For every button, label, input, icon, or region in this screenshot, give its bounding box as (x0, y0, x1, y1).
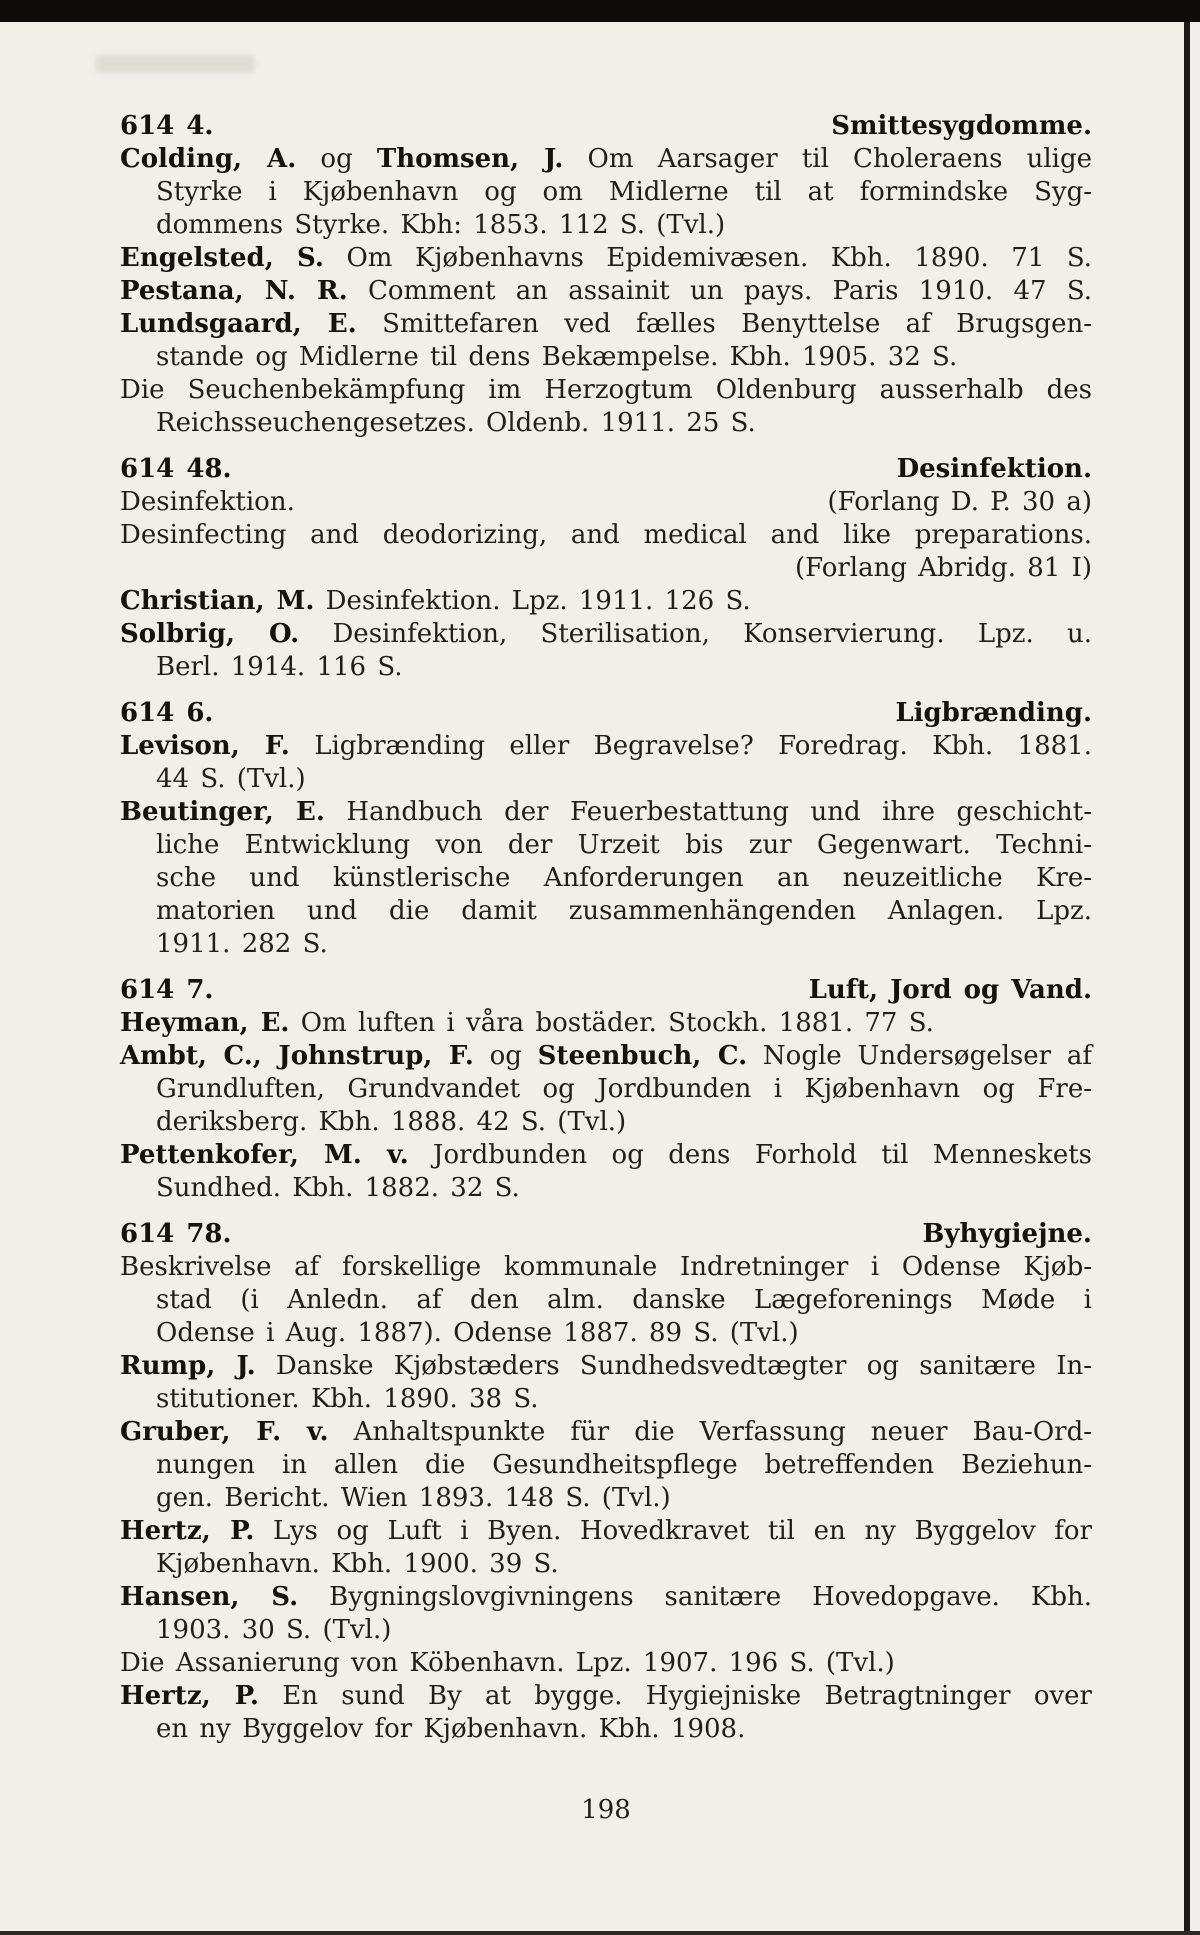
entry-line (120, 1139, 1092, 1172)
author-name: Levison, F. (120, 731, 290, 761)
entry-line (120, 1350, 1092, 1383)
entry-text: Desinfektion. (120, 487, 295, 517)
reference-note: (Forlang D. P. 30 a) (827, 487, 1092, 517)
entry-text: nungen in allen die Gesundheitspflege betreffenden Beziehun- (156, 1450, 1092, 1480)
author-name: Solbrig, O. (120, 619, 300, 649)
section-heading: Luft, Jord og Vand. (808, 975, 1092, 1005)
entry (120, 1007, 1092, 1040)
entry-line (120, 1647, 1092, 1680)
entry (120, 1416, 1092, 1515)
entry-text: Lys og Luft i Byen. Hovedkravet til en ny Byggelov for (254, 1516, 1092, 1546)
entry (120, 308, 1092, 374)
entry-text: Om Kjøbenhavns Epidemivæsen. Kbh. 1890. 71 S. (323, 243, 1092, 273)
author-name: Ambt, C., Johnstrup, F. (120, 1041, 474, 1071)
author-name: Lundsgaard, E. (120, 309, 357, 339)
entry (120, 1581, 1092, 1647)
entry-line (120, 1680, 1092, 1713)
entry-line (120, 1416, 1092, 1449)
author-name: Engelsted, S. (120, 243, 324, 273)
section-heading: Desinfektion. (896, 454, 1092, 484)
entry-line (120, 895, 1092, 928)
entry (120, 1515, 1092, 1581)
entry-text: Danske Kjøbstæders Sundhedsvedtægter og sanitære In- (255, 1351, 1092, 1381)
scan-edge-right (1184, 22, 1190, 1935)
entry (120, 1251, 1092, 1350)
section-header (120, 974, 1092, 1007)
author-name: Hansen, S. (120, 1582, 299, 1612)
entry-line (120, 1548, 1092, 1581)
entry-text: Die Assanierung von Köbenhavn. Lpz. 1907. 196 S. (Tvl.) (120, 1648, 895, 1678)
entry-line (120, 308, 1092, 341)
author-name: Thomsen, J. (376, 144, 564, 174)
entry-text: matorien und die damit zusammenhängenden Anlagen. Lpz. (156, 896, 1092, 926)
entry (120, 730, 1092, 796)
entry-text: Desinfektion, Sterilisation, Konservierung. Lpz. u. (299, 619, 1092, 649)
section (120, 1218, 1092, 1746)
entry-text: Odense i Aug. 1887). Odense 1887. 89 S. (Tvl.) (156, 1318, 799, 1348)
entry-line (120, 1614, 1092, 1647)
entry-line (120, 275, 1092, 308)
entry-text: 1903. 30 S. (Tvl.) (156, 1615, 392, 1645)
section-header (120, 697, 1092, 730)
section-code: 614 6. (120, 698, 214, 728)
entry (120, 242, 1092, 275)
section-header (120, 110, 1092, 143)
entry-text: Handbuch der Feuerbestattung und ihre geschicht- (324, 797, 1092, 827)
scan-border-bottom (0, 1931, 1200, 1935)
entry-text: Bygningslovgivningens sanitære Hovedopgave. Kbh. (298, 1582, 1093, 1612)
entry-line (120, 143, 1092, 176)
entry-line (120, 1383, 1092, 1416)
section (120, 974, 1092, 1205)
entry (120, 618, 1092, 684)
entry-text: deriksberg. Kbh. 1888. 42 S. (Tvl.) (156, 1107, 627, 1137)
entry-line (120, 209, 1092, 242)
entry-line (120, 651, 1092, 684)
entry (120, 1647, 1092, 1680)
entry-line (120, 618, 1092, 651)
entry-line (120, 585, 1092, 618)
section-heading: Byhygiejne. (922, 1219, 1092, 1249)
entry (120, 1680, 1092, 1746)
entry-text: Beskrivelse af forskellige kommunale Indretninger i Odense Kjøb- (120, 1252, 1092, 1282)
entry (120, 796, 1092, 961)
entry-line (120, 1317, 1092, 1350)
section (120, 697, 1092, 961)
entry-line (120, 1581, 1092, 1614)
entry-text: Smittefaren ved fælles Benyttelse af Brugsgen- (356, 309, 1092, 339)
entry-text: 44 S. (Tvl.) (156, 764, 306, 794)
section-code: 614 78. (120, 1219, 232, 1249)
entry-line (120, 1449, 1092, 1482)
entry-line (120, 1515, 1092, 1548)
entry-line (120, 552, 1092, 585)
entry-text: stad (i Anledn. af den alm. danske Lægeforenings Møde i (156, 1285, 1092, 1315)
entry-line (120, 763, 1092, 796)
entry (120, 1040, 1092, 1139)
entry-text: Styrke i Kjøbenhavn og om Midlerne til at formindske Syg- (156, 177, 1092, 207)
entry-line (120, 1251, 1092, 1284)
entry-line (120, 407, 1092, 440)
entry-line (120, 730, 1092, 763)
entry-line (120, 796, 1092, 829)
entry-line (120, 1284, 1092, 1317)
author-name: Gruber, F. v. (120, 1417, 329, 1447)
section-heading: Ligbrænding. (895, 698, 1092, 728)
entry-line (120, 341, 1092, 374)
entry-line (120, 1172, 1092, 1205)
entry-text: Anhaltspunkte für die Verfassung neuer Bau-Ord- (328, 1417, 1092, 1447)
entry-line (120, 829, 1092, 862)
entry-line (120, 374, 1092, 407)
entry-text: Om Aarsager til Choleraens ulige (563, 144, 1093, 174)
entry-text: og (473, 1041, 538, 1071)
section-heading: Smittesygdomme. (831, 111, 1092, 141)
author-name: Colding, A. (120, 144, 297, 174)
entry-text: dommens Styrke. Kbh: 1853. 112 S. (Tvl.) (156, 210, 726, 240)
page-number: 198 (581, 1795, 631, 1825)
entry-text: Nogle Undersøgelser af (747, 1041, 1092, 1071)
entry-line (120, 1482, 1092, 1515)
entry-text: Comment an assainit un pays. Paris 1910. 47 S. (347, 276, 1093, 306)
entry-line (120, 486, 1092, 519)
section (120, 453, 1092, 684)
author-name: Christian, M. (120, 586, 315, 616)
entry-text: og (296, 144, 377, 174)
entry-text: Grundluften, Grundvandet og Jordbunden i Kjøbenhavn og Fre- (156, 1074, 1092, 1104)
entry (120, 519, 1092, 585)
entry (120, 143, 1092, 242)
section-code: 614 7. (120, 975, 214, 1005)
entry-text: liche Entwicklung von der Urzeit bis zur Gegenwart. Techni- (156, 830, 1092, 860)
entry (120, 585, 1092, 618)
entry (120, 1350, 1092, 1416)
author-name: Beutinger, E. (120, 797, 325, 827)
author-name: Hertz, P. (120, 1681, 259, 1711)
entry (120, 374, 1092, 440)
entry-line (120, 1106, 1092, 1139)
entry-text: (Forlang Abridg. 81 I) (794, 553, 1092, 583)
entry-text: Die Seuchenbekämpfung im Herzogtum Oldenburg ausserhalb des (120, 375, 1092, 405)
entry-line (120, 242, 1092, 275)
scan-smudge (95, 55, 255, 73)
entry (120, 486, 1092, 519)
entry-text: Om luften i våra bostäder. Stockh. 1881. 77 S. (289, 1008, 934, 1038)
section-header (120, 1218, 1092, 1251)
entry-line (120, 1007, 1092, 1040)
entry-text: Reichsseuchengesetzes. Oldenb. 1911. 25 S. (156, 408, 756, 438)
entry-line (120, 176, 1092, 209)
entry-text: en ny Byggelov for Kjøbenhavn. Kbh. 1908. (156, 1714, 746, 1744)
author-name: Steenbuch, C. (537, 1041, 748, 1071)
section-code: 614 4. (120, 111, 214, 141)
entry-text: Ligbrænding eller Begravelse? Foredrag. Kbh. 1881. (289, 731, 1092, 761)
entry-text: Sundhed. Kbh. 1882. 32 S. (156, 1173, 520, 1203)
bibliography-content (120, 110, 1092, 1746)
entry-text: Berl. 1914. 116 S. (156, 652, 403, 682)
entry-text: Jordbunden og dens Forhold til Menneskets (408, 1140, 1093, 1170)
entry-text: 1911. 282 S. (156, 929, 328, 959)
entry (120, 1139, 1092, 1205)
section-code: 614 48. (120, 454, 232, 484)
entry-text: Desinfecting and deodorizing, and medical and like preparations. (120, 520, 1092, 550)
author-name: Heyman, E. (120, 1008, 290, 1038)
entry-line (120, 1713, 1092, 1746)
entry-text: sche und künstlerische Anforderungen an neuzeitliche Kre- (156, 863, 1092, 893)
entry-text: Kjøbenhavn. Kbh. 1900. 39 S. (156, 1549, 559, 1579)
entry-text: stitutioner. Kbh. 1890. 38 S. (156, 1384, 539, 1414)
entry-text: stande og Midlerne til dens Bekæmpelse. Kbh. 1905. 32 S. (156, 342, 958, 372)
scan-border-top (0, 0, 1200, 22)
entry-text: Desinfektion. Lpz. 1911. 126 S. (314, 586, 751, 616)
entry (120, 275, 1092, 308)
author-name: Pettenkofer, M. v. (120, 1140, 409, 1170)
author-name: Hertz, P. (120, 1516, 255, 1546)
section-header (120, 453, 1092, 486)
entry-line (120, 519, 1092, 552)
entry-line (120, 1040, 1092, 1073)
entry-line (120, 928, 1092, 961)
entry-line (120, 862, 1092, 895)
entry-line (120, 1073, 1092, 1106)
author-name: Pestana, N. R. (120, 276, 348, 306)
author-name: Rump, J. (120, 1351, 256, 1381)
section (120, 110, 1092, 440)
entry-text: gen. Bericht. Wien 1893. 148 S. (Tvl.) (156, 1483, 671, 1513)
entry-text: En sund By at bygge. Hygiejniske Betragtninger over (258, 1681, 1092, 1711)
